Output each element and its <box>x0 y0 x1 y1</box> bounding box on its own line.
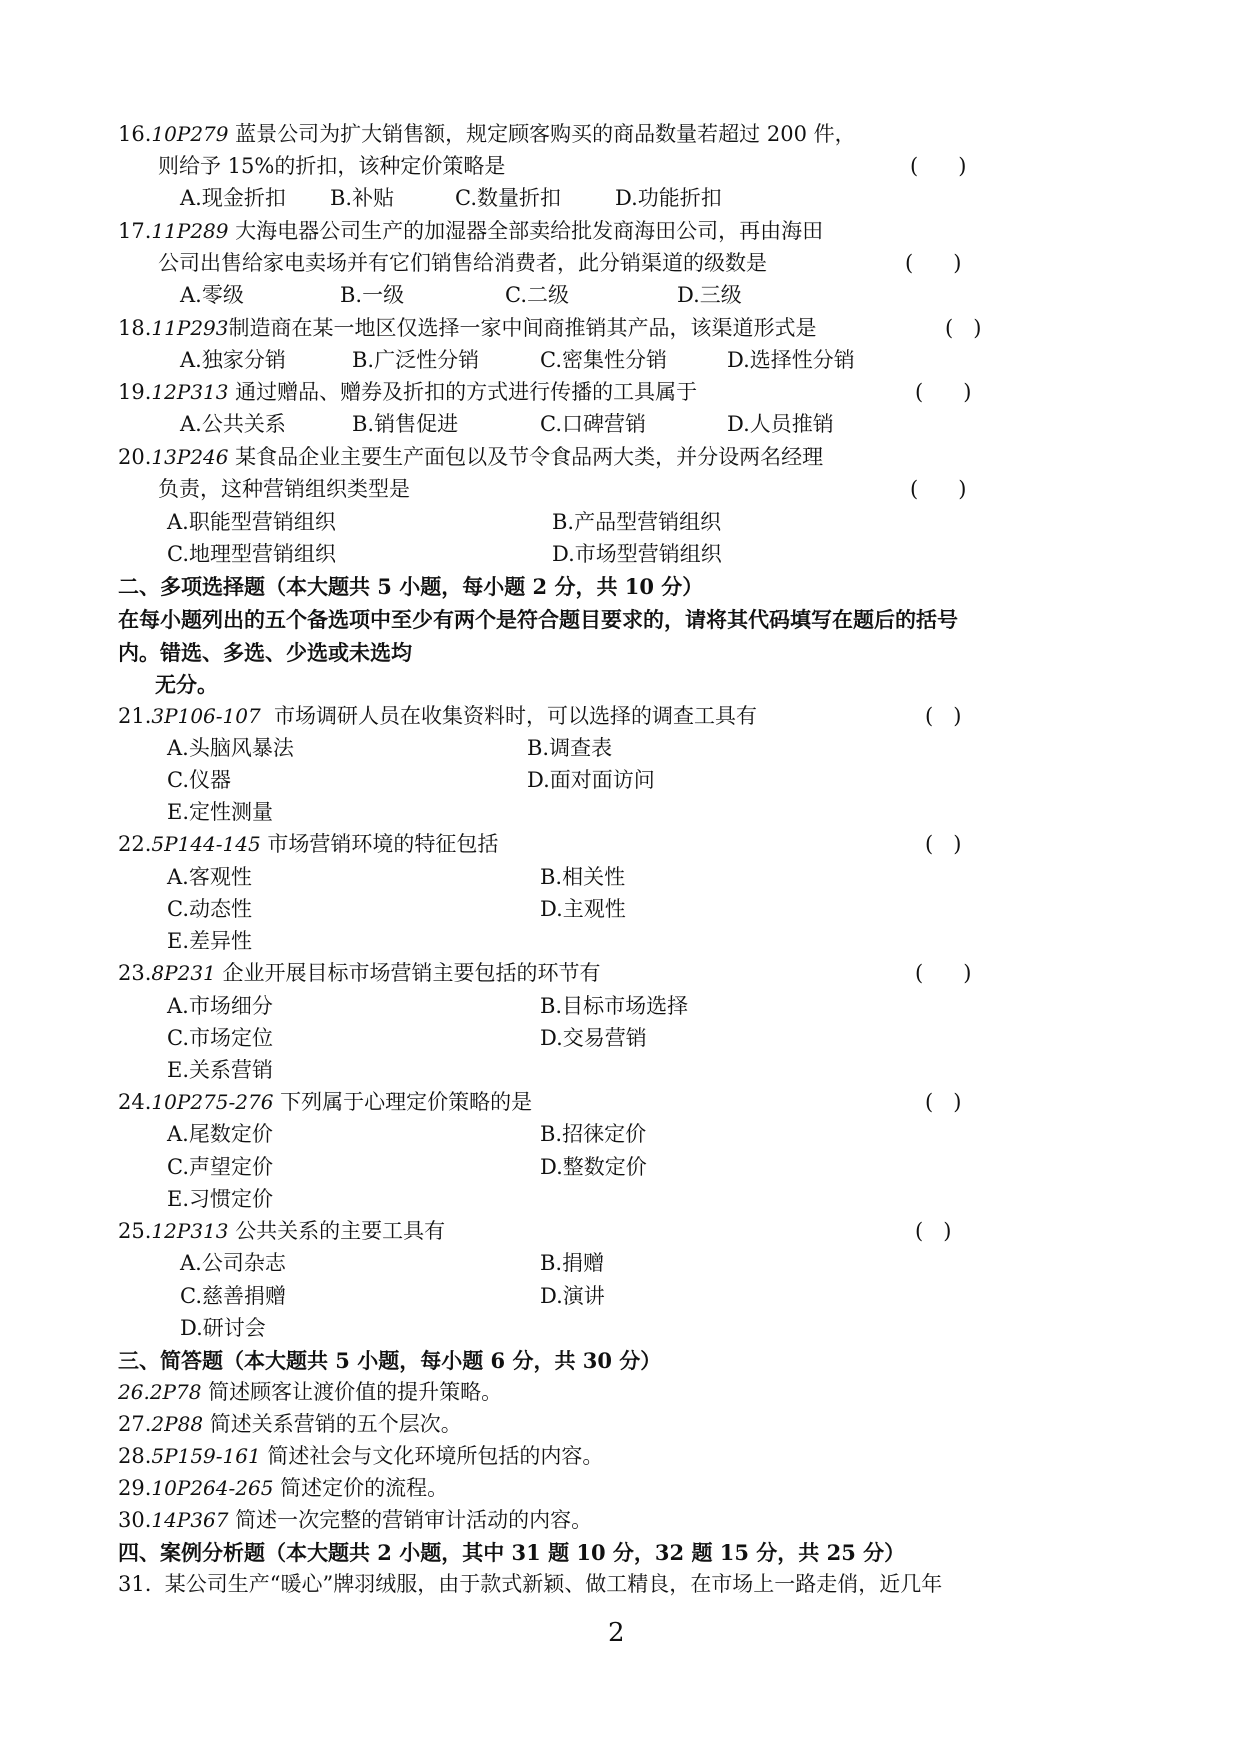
q17-option-c: C.二级 <box>505 283 569 307</box>
q23-text: 企业开展目标市场营销主要包括的环节有 <box>215 961 601 985</box>
q27-line <box>118 1414 462 1435</box>
q21-ref: 3P106-107 <box>151 704 261 728</box>
q20-line1 <box>118 447 823 468</box>
q17-text: 大海电器公司生产的加湿器全部卖给批发商海田公司，再由海田 <box>228 219 824 243</box>
q24-line1 <box>118 1092 532 1113</box>
q30-ref: 14P367 <box>151 1508 229 1532</box>
q20-option-a: A.职能型营销组织 <box>167 510 336 534</box>
q18-ref: 11P293 <box>151 316 229 340</box>
q21-option-c: C.仪器 <box>167 768 231 792</box>
q22-option-d: D.主观性 <box>540 897 626 921</box>
q18-line1 <box>118 318 817 339</box>
q16-ref: 10P279 <box>151 122 229 146</box>
q19-option-d: D.人员推销 <box>727 412 834 436</box>
q19-option-c: C.口碑营销 <box>540 412 646 436</box>
q28-line <box>118 1446 603 1467</box>
q16-option-c: C.数量折扣 <box>455 186 561 210</box>
q30-line <box>118 1510 592 1531</box>
q22-answer-paren[interactable]: ( ) <box>925 832 962 856</box>
q24-text: 下列属于心理定价策略的是 <box>273 1090 533 1114</box>
q29-text: 简述定价的流程。 <box>273 1476 449 1500</box>
q24-option-e: E.习惯定价 <box>167 1187 274 1211</box>
q25-ref: 12P313 <box>151 1219 229 1243</box>
q20-option-c: C.地理型营销组织 <box>167 542 336 566</box>
q18-option-d: D.选择性分销 <box>727 348 855 372</box>
q19-number: 19. <box>118 380 152 404</box>
q25-answer-paren[interactable]: ( ) <box>915 1219 952 1243</box>
q18-number: 18. <box>118 316 152 340</box>
section2-title: 二、多项选择题（本大题共 5 小题，每小题 2 分，共 10 分） <box>118 574 704 599</box>
q17-answer-paren[interactable]: ( ) <box>905 251 962 275</box>
q23-line1 <box>118 963 600 984</box>
q23-option-e: E.关系营销 <box>167 1058 274 1082</box>
q24-option-d: D.整数定价 <box>540 1155 647 1179</box>
q23-ref: 8P231 <box>151 961 216 985</box>
q17-option-b: B.一级 <box>340 283 405 307</box>
q19-option-a: A.公共关系 <box>180 412 286 436</box>
q25-text: 公共关系的主要工具有 <box>228 1219 446 1243</box>
q17-option-d: D.三级 <box>677 283 742 307</box>
q16-option-a: A.现金折扣 <box>180 186 286 210</box>
q23-answer-paren[interactable]: ( ) <box>915 961 972 985</box>
section3-title: 三、简答题（本大题共 5 小题，每小题 6 分，共 30 分） <box>118 1348 662 1373</box>
q16-option-b: B.补贴 <box>330 186 395 210</box>
q20-answer-paren[interactable]: ( ) <box>910 477 967 501</box>
q21-answer-paren[interactable]: ( ) <box>925 704 962 728</box>
q21-number: 21. <box>118 704 152 728</box>
q22-option-e: E.差异性 <box>167 929 253 953</box>
q30-text: 简述一次完整的营销审计活动的内容。 <box>228 1508 593 1532</box>
q22-line1 <box>118 834 498 855</box>
q23-option-b: B.目标市场选择 <box>540 994 689 1018</box>
q21-option-b: B.调查表 <box>527 736 613 760</box>
q18-option-c: C.密集性分销 <box>540 348 667 372</box>
q17-ref: 11P289 <box>151 219 229 243</box>
q26-ref: 2P78 <box>149 1380 202 1404</box>
q20-option-d: D.市场型营销组织 <box>552 542 722 566</box>
q24-ref: 10P275-276 <box>151 1090 274 1114</box>
q22-option-c: C.动态性 <box>167 897 252 921</box>
section4-title: 四、案例分析题（本大题共 2 小题，其中 31 题 10 分，32 题 15 分，共 25 分） <box>118 1540 906 1565</box>
q31-number: 31. <box>118 1572 152 1596</box>
page-number: 2 <box>608 1618 625 1648</box>
q16-text: 蓝景公司为扩大销售额，规定顾客购买的商品数量若超过 200 件， <box>228 122 856 146</box>
q25-option-a: A.公司杂志 <box>180 1251 286 1275</box>
q17-text2: 公司出售给家电卖场并有它们销售给消费者，此分销渠道的级数是 <box>158 251 767 275</box>
q24-option-c: C.声望定价 <box>167 1155 273 1179</box>
q31-line <box>118 1574 942 1595</box>
q25-option-c: C.慈善捐赠 <box>180 1284 286 1308</box>
q18-text: 制造商在某一地区仅选择一家中间商推销其产品，该渠道形式是 <box>228 316 817 340</box>
q23-number: 23. <box>118 961 152 985</box>
q20-text2: 负责，这种营销组织类型是 <box>158 477 410 501</box>
q23-option-c: C.市场定位 <box>167 1026 273 1050</box>
q16-line1 <box>118 124 856 145</box>
q29-number: 29. <box>118 1476 152 1500</box>
q17-number: 17. <box>118 219 152 243</box>
q30-number: 30. <box>118 1508 152 1532</box>
q18-option-a: A.独家分销 <box>180 348 286 372</box>
q21-line1 <box>118 706 757 727</box>
q16-text2: 则给予 15%的折扣，该种定价策略是 <box>158 154 506 178</box>
q28-ref: 5P159-161 <box>151 1444 261 1468</box>
q18-option-b: B.广泛性分销 <box>352 348 480 372</box>
q18-answer-paren[interactable]: ( ) <box>945 316 982 340</box>
q19-answer-paren[interactable]: ( ) <box>915 380 972 404</box>
q26-text: 简述顾客让渡价值的提升策略。 <box>201 1380 503 1404</box>
q26-line <box>118 1382 502 1403</box>
q21-text: 市场调研人员在收集资料时，可以选择的调查工具有 <box>260 704 758 728</box>
section2-instruction-3: 无分。 <box>155 672 218 697</box>
section2-instruction-2: 内。错选、多选、少选或未选均 <box>118 640 412 665</box>
q28-text: 简述社会与文化环境所包括的内容。 <box>260 1444 604 1468</box>
q24-option-a: A.尾数定价 <box>167 1122 273 1146</box>
q19-ref: 12P313 <box>151 380 229 404</box>
q24-number: 24. <box>118 1090 152 1114</box>
q27-number: 27. <box>118 1412 152 1436</box>
q26-number: 26. <box>118 1380 150 1404</box>
q25-option-e: D.研讨会 <box>180 1316 266 1340</box>
q21-option-e: E.定性测量 <box>167 800 274 824</box>
q20-option-b: B.产品型营销组织 <box>552 510 722 534</box>
q27-text: 简述关系营销的五个层次。 <box>203 1412 462 1436</box>
q24-answer-paren[interactable]: ( ) <box>925 1090 962 1114</box>
q29-line <box>118 1478 448 1499</box>
q29-ref: 10P264-265 <box>151 1476 274 1500</box>
q22-option-a: A.客观性 <box>167 865 252 889</box>
q17-option-a: A.零级 <box>180 283 244 307</box>
q16-answer-paren[interactable]: ( ) <box>910 154 967 178</box>
q25-option-d: D.演讲 <box>540 1284 605 1308</box>
q31-text: 某公司生产“暖心”牌羽绒服，由于款式新颖、做工精良，在市场上一路走俏，近几年 <box>151 1572 943 1596</box>
q19-line1 <box>118 382 697 403</box>
q25-option-b: B.捐赠 <box>540 1251 605 1275</box>
q22-number: 22. <box>118 832 152 856</box>
q16-number: 16. <box>118 122 152 146</box>
q22-text: 市场营销环境的特征包括 <box>260 832 499 856</box>
q28-number: 28. <box>118 1444 152 1468</box>
q27-ref: 2P88 <box>151 1412 204 1436</box>
q22-ref: 5P144-145 <box>151 832 261 856</box>
q25-number: 25. <box>118 1219 152 1243</box>
q20-ref: 13P246 <box>151 445 229 469</box>
q21-option-d: D.面对面访问 <box>527 768 655 792</box>
q20-text: 某食品企业主要生产面包以及节令食品两大类，并分设两名经理 <box>228 445 824 469</box>
q20-number: 20. <box>118 445 152 469</box>
q16-option-d: D.功能折扣 <box>615 186 722 210</box>
q23-option-a: A.市场细分 <box>167 994 273 1018</box>
section2-instruction-1: 在每小题列出的五个备选项中至少有两个是符合题目要求的，请将其代码填写在题后的括号 <box>118 607 958 632</box>
q21-option-a: A.头脑风暴法 <box>167 736 294 760</box>
q25-line1 <box>118 1221 445 1242</box>
q23-option-d: D.交易营销 <box>540 1026 647 1050</box>
q24-option-b: B.招徕定价 <box>540 1122 647 1146</box>
q22-option-b: B.相关性 <box>540 865 626 889</box>
q17-line1 <box>118 221 823 242</box>
q19-option-b: B.销售促进 <box>352 412 459 436</box>
q19-text: 通过赠品、赠券及折扣的方式进行传播的工具属于 <box>228 380 698 404</box>
